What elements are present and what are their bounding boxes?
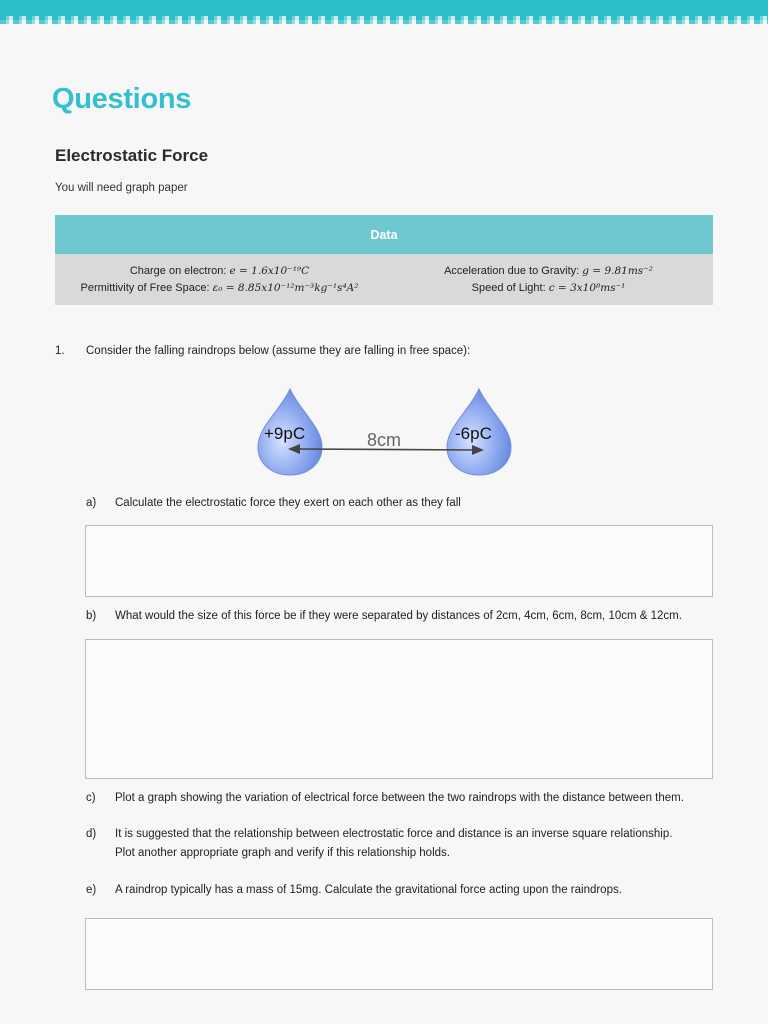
answer-box-e[interactable]	[85, 918, 713, 990]
part-label: e)	[86, 884, 97, 896]
data-column-left	[55, 254, 384, 305]
part-label: b)	[86, 610, 97, 622]
data-table-body	[55, 254, 713, 305]
left-charge-label: +9pC	[264, 424, 306, 443]
section-title: Electrostatic Force	[55, 146, 209, 165]
part-text: Plot a graph showing the variation of electrical force between the two raindrops with the distance between them.	[115, 792, 684, 804]
instruction-note: You will need graph paper	[55, 182, 188, 194]
constant-formula: ε₀ = 8.85x10⁻¹²m⁻³kg⁻¹s⁴A²	[212, 282, 359, 294]
constant-label: Charge on electron:	[129, 265, 230, 277]
constant-formula: g = 9.81ms⁻²	[582, 265, 653, 277]
constant-label: Acceleration due to Gravity:	[444, 265, 583, 277]
part-text: Plot another appropriate graph and verify if this relationship holds.	[115, 847, 450, 859]
part-text: Calculate the electrostatic force they exert on each other as they fall	[115, 497, 461, 509]
part-text: What would the size of this force be if they were separated by distances of 2cm, 4cm, 6cm, 8cm, 10cm & 12cm.	[115, 610, 682, 622]
part-label: c)	[86, 792, 96, 804]
part-text: It is suggested that the relationship between electrostatic force and distance is an inverse square relationship.	[115, 828, 673, 840]
answer-box-a[interactable]	[85, 525, 713, 597]
raindrops-diagram	[250, 385, 520, 480]
data-column-right	[384, 254, 713, 305]
part-text: A raindrop typically has a mass of 15mg. Calculate the gravitational force acting upon the raindrops.	[115, 884, 622, 896]
page-title: Questions	[52, 83, 192, 115]
constant-electron-charge	[130, 265, 309, 277]
constant-formula: c = 3x10⁸ms⁻¹	[548, 282, 626, 294]
right-charge-label: -6pC	[455, 424, 492, 443]
question-number: 1.	[55, 345, 65, 357]
constant-speed-of-light	[472, 282, 626, 294]
page-background	[0, 24, 768, 1024]
constant-label: Permittivity of Free Space:	[80, 282, 213, 294]
constant-permittivity	[81, 282, 359, 294]
data-table-header: Data	[55, 215, 713, 254]
constant-label: Speed of Light:	[471, 282, 549, 294]
constant-gravity	[444, 265, 653, 277]
data-table	[55, 215, 713, 305]
distance-label: 8cm	[367, 430, 402, 450]
answer-box-b[interactable]	[85, 639, 713, 779]
part-label: a)	[86, 497, 97, 509]
part-label: d)	[86, 828, 97, 840]
question-text: Consider the falling raindrops below (assume they are falling in free space):	[86, 345, 471, 357]
constant-formula: e = 1.6x10⁻¹⁹C	[229, 265, 310, 277]
